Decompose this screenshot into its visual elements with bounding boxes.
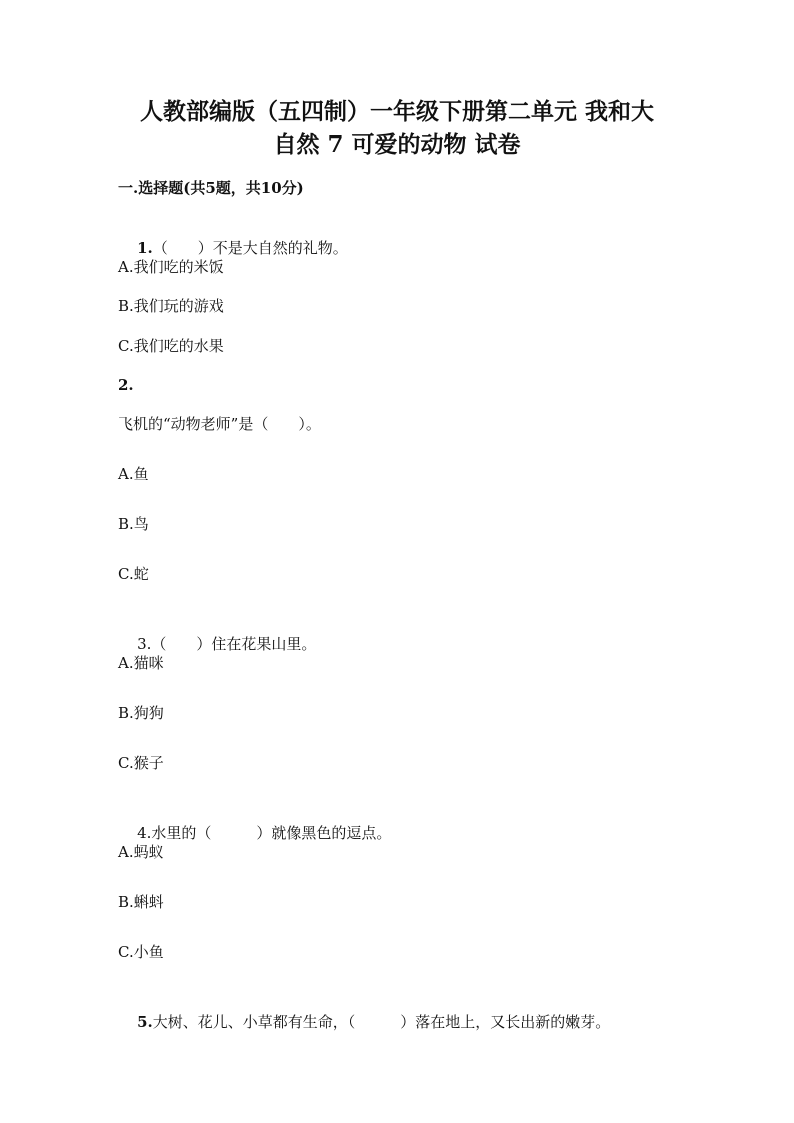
question-2-option-c: C.蛇 (118, 565, 149, 583)
question-5 (118, 992, 610, 1052)
question-4-option-c: C.小鱼 (118, 943, 164, 961)
question-2-number: 2. (118, 376, 134, 394)
question-1-option-c: C.我们吃的水果 (118, 337, 224, 355)
question-2-option-b: B.鸟 (118, 515, 149, 533)
question-3-option-a: A.猫咪 (118, 654, 164, 672)
question-2-option-a: A.鱼 (118, 465, 149, 483)
question-stem: （ ）住在花果山里。 (151, 635, 317, 653)
question-4-option-b: B.蝌蚪 (118, 893, 164, 911)
question-2-stem: 飞机的“动物老师”是（ ）。 (118, 415, 321, 433)
question-3-option-c: C.猴子 (118, 754, 164, 772)
document-title-line-1: 人教部编版（五四制）一年级下册第二单元 我和大 (139, 98, 654, 125)
question-stem: 水里的（ ）就像黑色的逗点。 (151, 824, 392, 842)
section-heading: 一.选择题(共5题，共10分) (118, 179, 304, 197)
question-number: 1. (137, 239, 153, 257)
question-number: 5. (137, 1013, 153, 1031)
question-3-option-b: B.狗狗 (118, 704, 164, 722)
question-stem: （ ）不是大自然的礼物。 (152, 239, 348, 257)
question-1-option-b: B.我们玩的游戏 (118, 297, 224, 315)
question-stem: 大树、花儿、小草都有生命，（ ）落在地上，又长出新的嫩芽。 (152, 1013, 611, 1031)
question-4-option-a: A.蚂蚁 (118, 843, 164, 861)
document-title-line-2: 自然 7 可爱的动物 试卷 (273, 131, 521, 158)
question-number: 4. (137, 824, 152, 842)
question-number: 3. (137, 635, 152, 653)
question-1-option-a: A.我们吃的米饭 (118, 258, 224, 276)
